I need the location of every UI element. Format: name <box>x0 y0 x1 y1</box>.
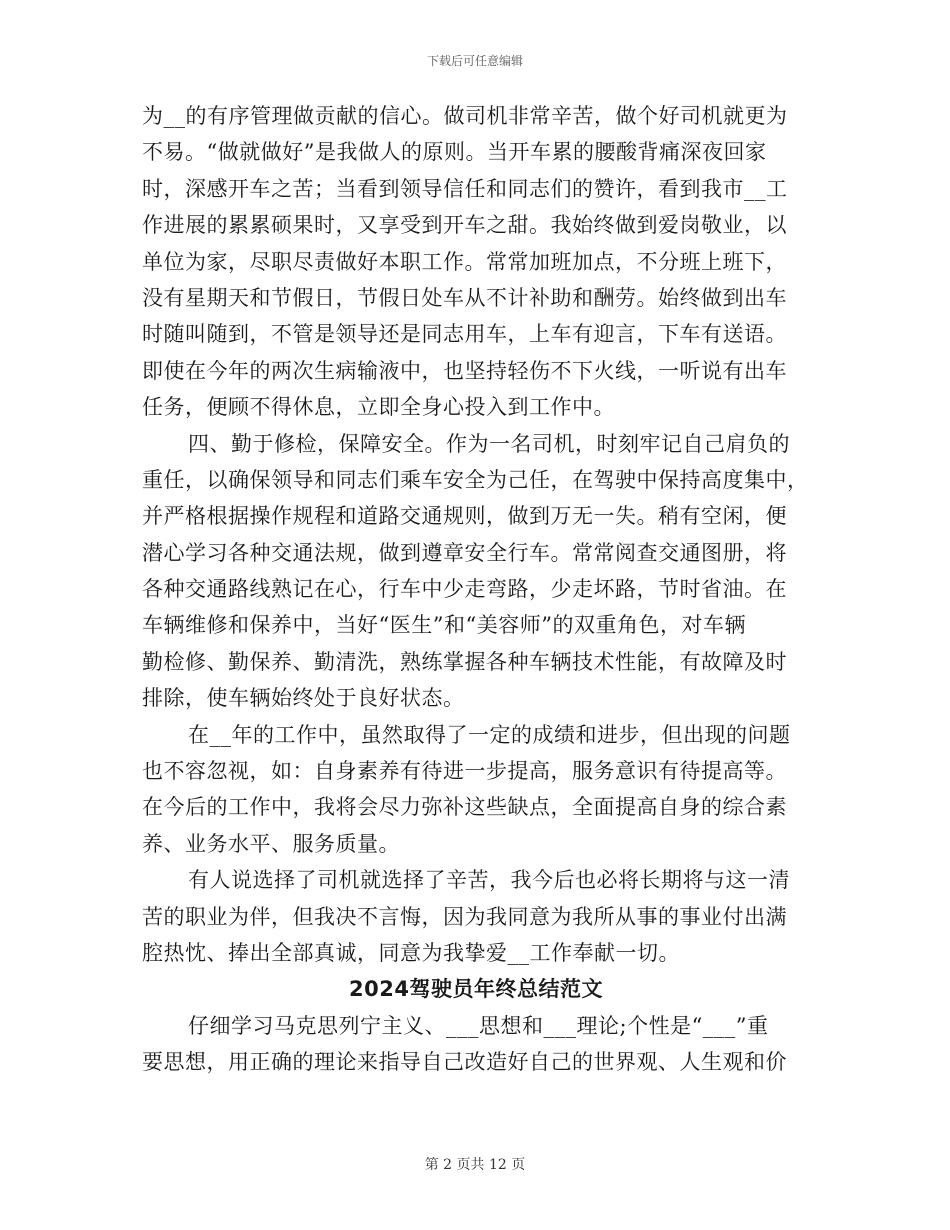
text-line: 在__年的工作中，虽然取得了一定的成绩和进步，但出现的问题 <box>188 722 791 747</box>
text-line: 要思想，用正确的理论来指导自己改造好自己的世界观、人生观和价 <box>142 1050 787 1075</box>
text-line: 潜心学习各种交通法规，做到遵章安全行车。常常阅查交通图册，将 <box>142 540 787 565</box>
page-header: 下载后可任意编辑 <box>426 54 523 68</box>
text-line: 各种交通路线熟记在心，行车中少走弯路，少走坏路，节时省油。在 <box>142 577 787 602</box>
text-line: 即使在今年的两次生病输液中，也坚持轻伤不下火线，一听说有出车 <box>142 358 787 383</box>
text-line: 仔细学习马克思列宁主义、___思想和___理论;个性是“___”重 <box>188 1013 769 1038</box>
text-line: 养、业务水平、服务质量。 <box>142 831 400 856</box>
text-line: 排除，使车辆始终处于良好状态。 <box>142 686 465 711</box>
text-line: 车辆维修和保养中，当好“医生”和“美容师”的双重角色，对车辆 <box>142 613 746 638</box>
text-line: 时，深感开车之苦；当看到领导信任和同志们的赞许，看到我市__工 <box>142 176 788 201</box>
text-line: 四、勤于修检，保障安全。作为一名司机，时刻牢记自己肩负的 <box>188 431 790 456</box>
text-line: 也不容忽视，如：自身素养有待进一步提高，服务意识有待提高等。 <box>142 759 787 784</box>
text-line: 勤检修、勤保养、勤清洗，熟练掌握各种车辆技术性能，有故障及时 <box>142 649 787 674</box>
text-line: 任务，便顾不得休息，立即全身心投入到工作中。 <box>142 395 615 420</box>
text-line: 并严格根据操作规程和道路交通规则，做到万无一失。稍有空闲，便 <box>142 504 787 529</box>
text-line: 腔热忱、捧出全部真诚，同意为我挚爱__工作奉献一切。 <box>142 940 680 965</box>
text-line: 为__的有序管理做贡献的信心。做司机非常辛苦，做个好司机就更为 <box>142 104 788 128</box>
document-body <box>142 98 810 1081</box>
text-line: 没有星期天和节假日，节假日处车从不计补助和酬劳。始终做到出车 <box>142 285 787 310</box>
text-line: 重任，以确保领导和同志们乘车安全为己任，在驾驶中保持高度集中， <box>142 467 809 492</box>
text-line: 有人说选择了司机就选择了辛苦，我今后也必将长期将与这一清 <box>188 868 790 893</box>
text-line: 在今后的工作中，我将会尽力弥补这些缺点，全面提高自身的综合素 <box>142 795 787 820</box>
text-line: 苦的职业为伴，但我决不言悔，因为我同意为我所从事的事业付出满 <box>142 904 787 929</box>
text-line: 作进展的累累硕果时，又享受到开车之甜。我始终做到爱岗敬业，以 <box>142 213 787 238</box>
text-line: 单位为家，尽职尽责做好本职工作。常常加班加点，不分班上班下， <box>142 249 787 274</box>
text-line: 时随叫随到，不管是领导还是同志用车，上车有迎言，下车有送语。 <box>142 322 787 347</box>
page-footer: 第 2 页共 12 页 <box>424 1157 526 1173</box>
text-line: 不易。“做就做好”是我做人的原则。当开车累的腰酸背痛深夜回家 <box>142 140 767 165</box>
section-title: 2024驾驶员年终总结范文 <box>349 977 603 1002</box>
